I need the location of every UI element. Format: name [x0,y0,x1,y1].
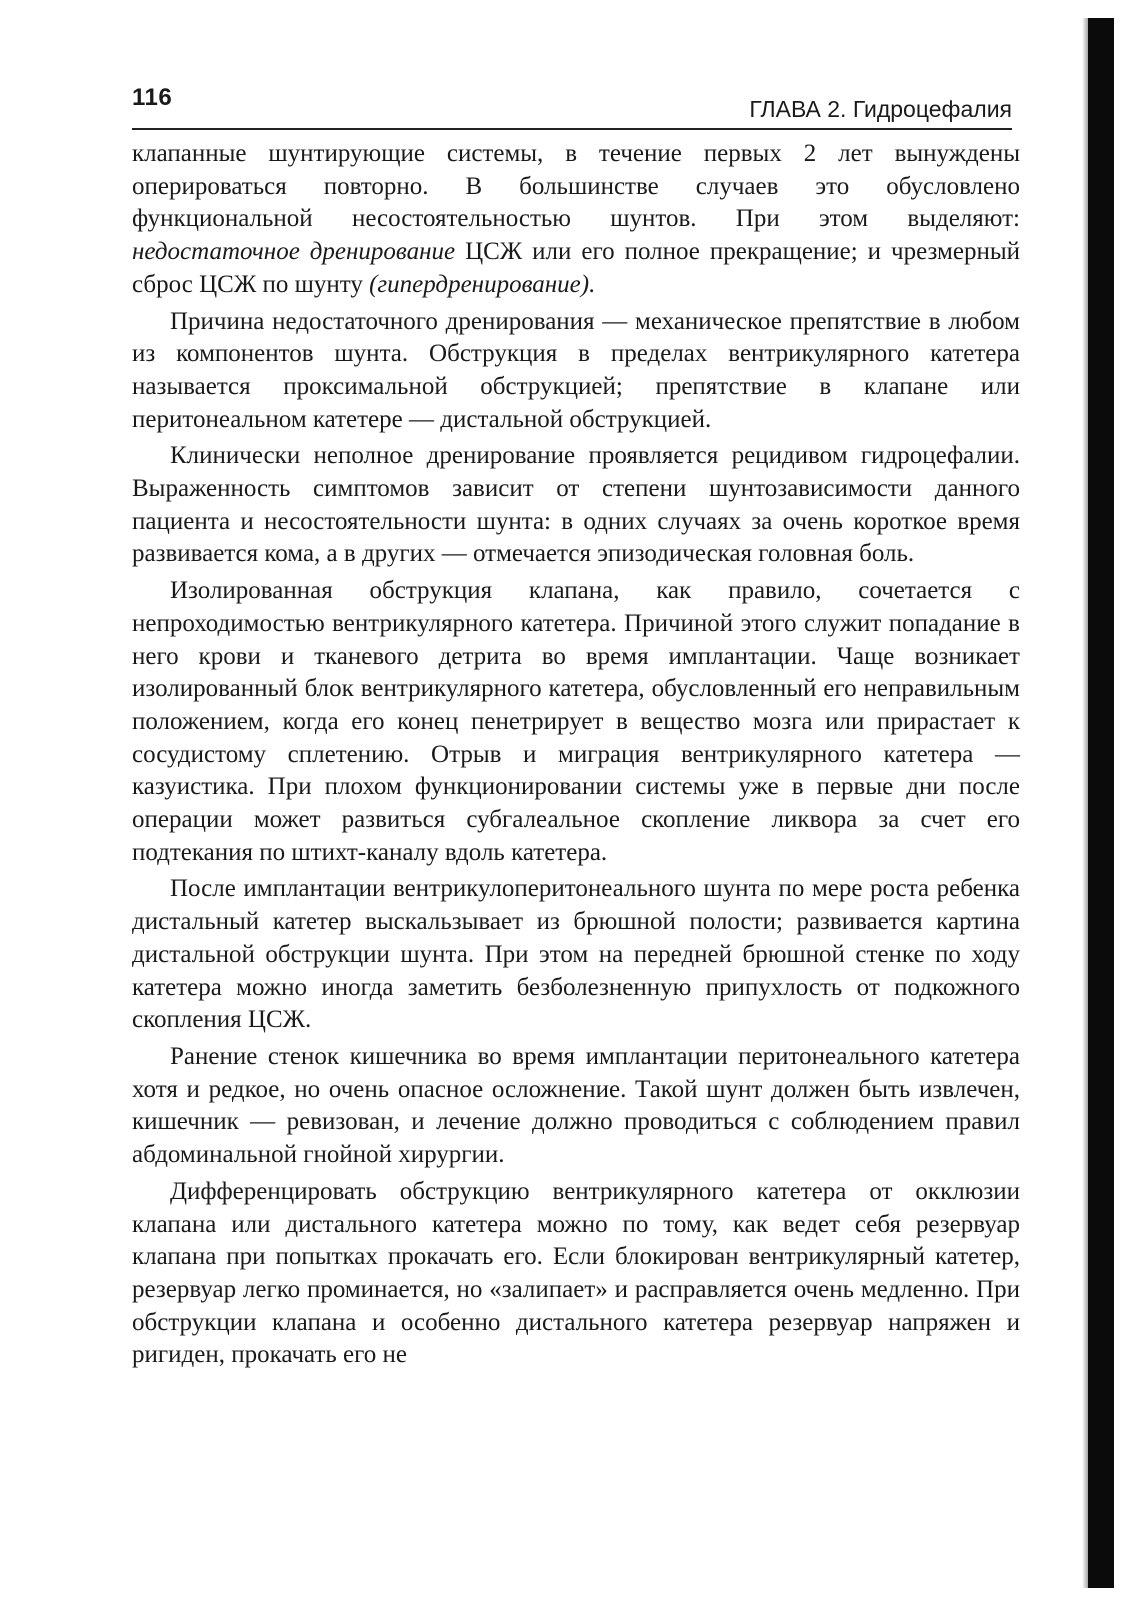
paragraph-4: Изолированная обструкция клапана, как правило, сочетается с непроходимостью вентрикулярного катетера. Причиной этого служит попадание в него крови и тканевого детрита во время имплантации. Чаще возникает изолированный блок вентрикулярного катетера, обусловленный его неправильным положением, когда его конец пенетрирует в вещество мозга или прирастает к сосудистому сплетению. Отрыв и миграция вентрикулярного катетера — казуистика. При плохом функционировании системы уже в первые дни после операции может развиться субгалеальное скопление ликвора за счет его подтекания по штихт-каналу вдоль катетера. [132,577,1020,866]
page-body [132,138,1020,1372]
scan-edge-shadow [1088,18,1114,1588]
running-head: ГЛАВА 2. Гидроцефалия [749,96,1012,122]
paragraph-1-text-c: ЦСЖ или его полное прекращение; и чрезмерный сброс ЦСЖ по шунту [132,238,1020,298]
paragraph-7: Дифференцировать обструкцию вентрикулярного катетера от окклюзии клапана или дистального катетера можно по тому, как ведет себя резервуар клапана при попытках прокачать его. Если блокирован вентрикулярный катетер, резервуар легко проминается, но «залипает» и расправляется очень медленно. При обструкции клапана и особенно дистального катетера резервуар напряжен и ригиден, прокачать его не [132,1177,1020,1369]
paragraph-3: Клинически неполное дренирование проявляется рецидивом гидроцефалии. Выраженность симптомов зависит от степени шунтозависимости данного пациента и несостоятельности шунта: в одних случаях за очень короткое время развивается кома, а в других — отмечается эпизодическая головная боль. [132,442,1020,568]
term-insufficient-drainage: недостаточное дренирование [132,238,456,266]
paragraph-2: Причина недостаточного дренирования — механическое препятствие в любом из компонентов шунта. Обструкция в пределах вентрикулярного катетера называется проксимальной обструкцией; препятствие в клапане или перитонеальном катетере — дистальной обструкцией. [132,307,1020,433]
paragraph-5: После имплантации вентрикулоперитонеального шунта по мере роста ребенка дистальный катетер выскальзывает из брюшной полости; развивается картина дистальной обструкции шунта. При этом на передней брюшной стенке по ходу катетера можно иногда заметить безболезненную припухлость от подкожного скопления ЦСЖ. [132,875,1020,1034]
paragraph-1 [132,138,1020,302]
page-header [132,82,1012,130]
paragraph-6: Ранение стенок кишечника во время имплантации перитонеального катетера хотя и редкое, но очень опасное осложнение. Такой шунт должен быть извлечен, кишечник — ревизован, и лечение должно проводиться с соблюдением правил абдоминальной гнойной хирургии. [132,1042,1020,1169]
paragraph-1-text-a: клапанные шунтирующие системы, в течение первых 2 лет вынуждены оперироваться повторно. В большинстве случаев это обусловлено функциональной несостоятельностью шунтов. При этом выделяют: [132,140,1020,233]
term-hyperdrainage: (гипердренирование). [369,270,596,298]
page-number: 116 [132,84,173,111]
